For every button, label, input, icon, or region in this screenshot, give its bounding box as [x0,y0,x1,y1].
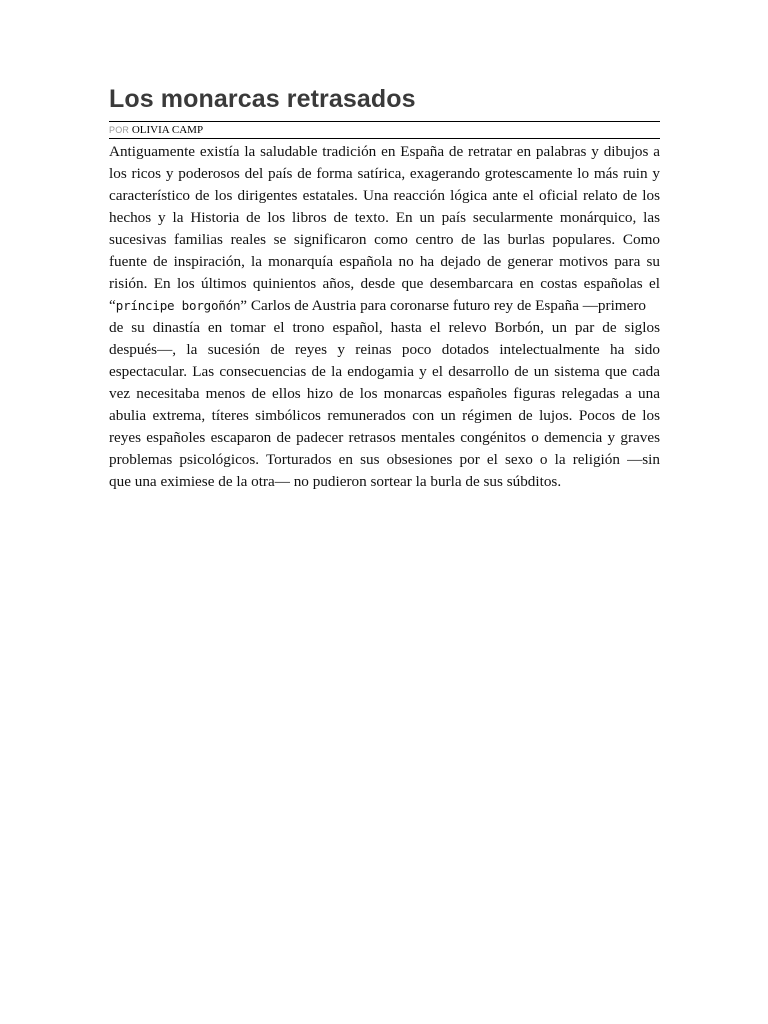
quoted-phrase: príncipe borgoñón [115,298,241,313]
body-line: abulia extrema, títeres simbólicos remunerados con un régimen de lujos. Pocos de los [109,407,660,424]
body-line: vez necesitaba menos de ellos hizo de los monarcas españoles figuras relegadas a una [109,385,660,402]
byline [109,122,660,138]
body-line: problemas psicológicos. Torturados en sus obsesiones por el sexo o la religión —sin [109,451,660,468]
body-line: reyes españoles escaparon de padecer retrasos mentales congénitos o demencia y graves [109,429,660,446]
body-line: hechos y la Historia de los libros de texto. En un país secularmente monárquico, las [109,209,660,226]
body-line [109,295,660,317]
body-line: después—, la sucesión de reyes y reinas poco dotados intelectualmente ha sido [109,341,660,358]
byline-divider [109,138,660,139]
article-title: Los monarcas retrasados [109,85,416,113]
body-line: Antiguamente existía la saludable tradición en España de retratar en palabras y dibujos a [109,143,660,160]
body-line: espectacular. Las consecuencias de la endogamia y el desarrollo de un sistema que cada [109,363,660,380]
body-line: sucesivas familias reales se significaron como centro de las burlas populares. Como [109,231,660,248]
body-line: de su dinastía en tomar el trono español, hasta el relevo Borbón, un par de siglos [109,319,660,336]
article-body [109,141,660,493]
body-line-rest: ” Carlos de Austria para coronarse futuro rey de España —primero [240,297,646,314]
byline-prefix: POR [109,125,130,135]
body-line: que una eximiese de la otra— no pudieron sortear la burla de sus súbditos. [109,473,562,490]
author-link[interactable]: OLIVIA CAMP [131,124,204,136]
body-line: los ricos y poderosos del país de forma satírica, exagerando grotescamente lo más ruin y [109,165,660,182]
open-quote: “ [109,297,116,314]
body-line: risión. En los últimos quinientos años, desde que desembarcara en costas españolas el [109,275,660,292]
article [109,84,660,493]
body-line: fuente de inspiración, la monarquía española no ha dejado de generar motivos para su [109,253,660,270]
body-line: característico de los dirigentes estatales. Una reacción lógica ante el oficial relato de los [109,187,660,204]
